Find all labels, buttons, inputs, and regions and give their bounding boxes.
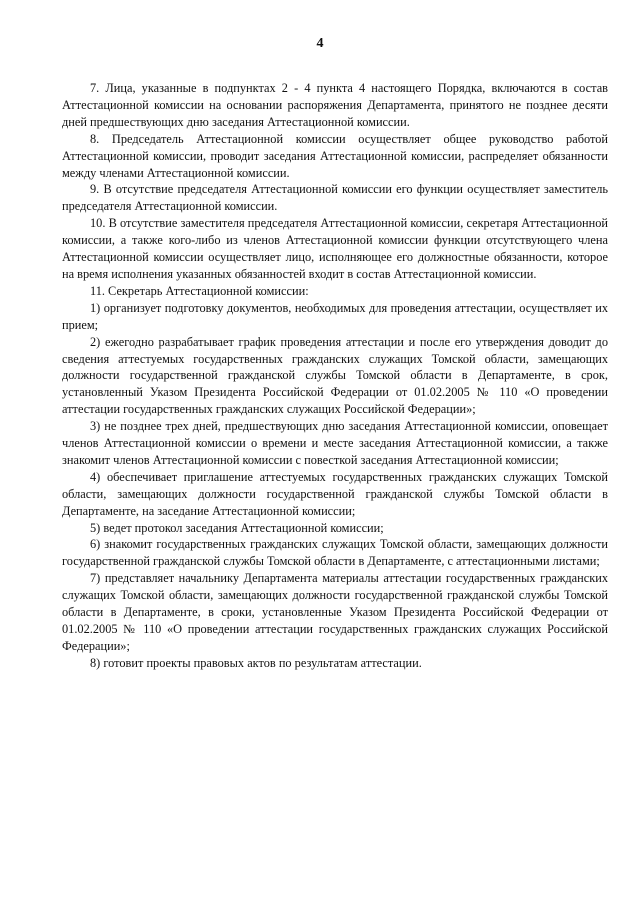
subitem-1: 1) организует подготовку документов, необходимых для проведения аттестации, осуществляет их прием; <box>62 300 608 332</box>
subitem-6: 6) знакомит государственных гражданских служащих Томской области, замещающих должности государственной гражданской службы Томской области в Департаменте, с аттестационными листами; <box>62 537 608 569</box>
paragraph-10: 10. В отсутствие заместителя председателя Аттестационной комиссии, секретаря Аттестационной комиссии, а также кого-либо из членов Аттестационной комиссии функции отсутствующего члена Аттестационной комиссии осуществляет лицо, исполняющее его должностные обязанности, которое на время исполнения указанных обязанностей входит в состав Аттестационной комиссии. <box>62 216 608 281</box>
paragraph-11-heading: 11. Секретарь Аттестационной комиссии: <box>90 283 309 298</box>
document-body <box>62 80 608 672</box>
paragraph-9: 9. В отсутствие председателя Аттестационной комиссии его функции осуществляет заместитель председателя Аттестационной комиссии. <box>62 182 608 214</box>
subitem-2: 2) ежегодно разрабатывает график проведения аттестации и после его утверждения доводит до сведения аттестуемых государственных гражданских служащих Томской области, замещающих должности государственной гражданской службы Томской области в Департаменте, в срок, установленный Указом Президента Российской Федерации от 01.02.2005 № 110 «О проведении аттестации государственных гражданских служащих Российской Федерации»; <box>62 334 608 417</box>
subitem-3: 3) не позднее трех дней, предшествующих дню заседания Аттестационной комиссии, оповещает членов Аттестационной комиссии о времени и месте заседания Аттестационной комиссии, а также знакомит членов Аттестационной комиссии с повесткой заседания Аттестационной комиссии; <box>62 419 608 467</box>
paragraph-7: 7. Лица, указанные в подпунктах 2 - 4 пункта 4 настоящего Порядка, включаются в состав Аттестационной комиссии на основании распоряжения Департамента, принятого не позднее десяти дней предшествующих дню заседания Аттестационной комиссии. <box>62 81 608 129</box>
subitem-5: 5) ведет протокол заседания Аттестационной комиссии; <box>90 520 384 535</box>
subitem-4: 4) обеспечивает приглашение аттестуемых государственных гражданских служащих Томской области, замещающих должности государственной гражданской службы Томской области в Департаменте, на заседание Аттестационной комиссии; <box>62 469 608 518</box>
subitem-7: 7) представляет начальнику Департамента материалы аттестации государственных гражданских служащих Томской области, замещающих должности государственной гражданской службы Томской области в Департаменте, в сроки, установленные Указом Президента Российской Федерации от 01.02.2005 № 110 «О проведении аттестации государственных гражданских служащих Российской Федерации»; <box>62 571 608 653</box>
paragraph-8: 8. Председатель Аттестационной комиссии осуществляет общее руководство работой Аттестационной комиссии, проводит заседания Аттестационной комиссии, распределяет обязанности между членами Аттестационной комиссии. <box>62 131 608 180</box>
page-number: 4 <box>316 36 324 51</box>
subitem-8: 8) готовит проекты правовых актов по результатам аттестации. <box>90 655 422 670</box>
